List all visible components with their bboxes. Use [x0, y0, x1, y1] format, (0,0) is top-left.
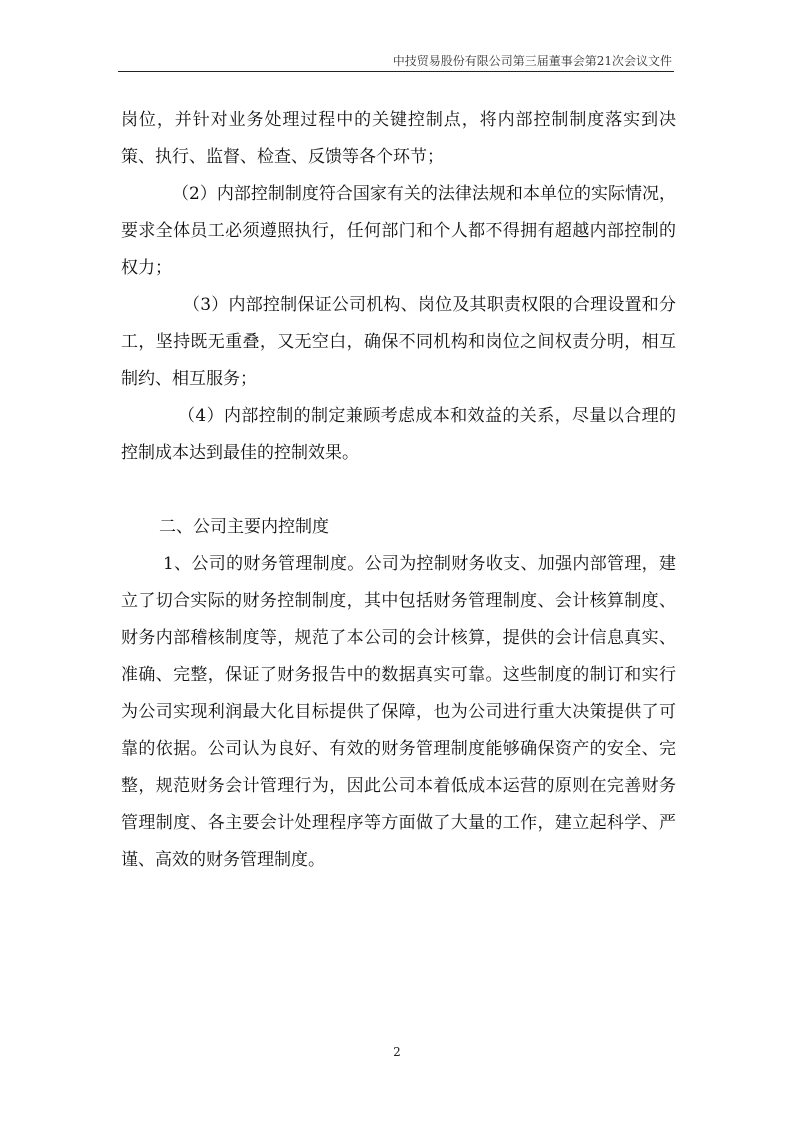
paragraph-item-2: （2）内部控制制度符合国家有关的法律法规和本单位的实际情况，要求全体员工必须遵照执行，任何部门和个人都不得拥有超越内部控制的权力； — [121, 184, 676, 278]
header-divider — [118, 71, 674, 72]
document-header: 中技贸易股份有限公司第三届董事会第21次会议文件 — [392, 54, 672, 68]
paragraph-item-3: （3）内部控制保证公司机构、岗位及其职责权限的合理设置和分工，坚持既无重叠，又无空白，确保不同机构和岗位之间权责分明，相互制约、相互服务； — [121, 295, 676, 389]
page-number: 2 — [393, 1045, 401, 1059]
paragraph-item-4: （4）内部控制的制定兼顾考虑成本和效益的关系，尽量以合理的控制成本达到最佳的控制效果。 — [121, 406, 676, 463]
paragraph-finance-policy: 1、公司的财务管理制度。公司为控制财务收支、加强内部管理，建立了切合实际的财务控制制度，其中包括财务管理制度、会计核算制度、财务内部稽核制度等，规范了本公司的会计核算，提供的会计信息真实、准确、完整，保证了财务报告中的数据真实可靠。这些制度的制订和实行为公司实现利润最大化目标提供了保障，也为公司进行重大决策提供了可靠的依据。公司认为良好、有效的财务管理制度能够确保资产的安全、完整，规范财务会计管理行为，因此公司本着低成本运营的原则在完善财务管理制度、各主要会计处理程序等方面做了大量的工作，建立起科学、严谨、高效的财务管理制度。 — [121, 554, 676, 870]
paragraph-continuation: 岗位，并针对业务处理过程中的关键控制点，将内部控制制度落实到决策、执行、监督、检查、反馈等各个环节； — [121, 110, 676, 167]
document-body — [121, 102, 676, 879]
section-spacer — [121, 472, 676, 509]
section-heading: 二、公司主要内控制度 — [159, 517, 329, 537]
